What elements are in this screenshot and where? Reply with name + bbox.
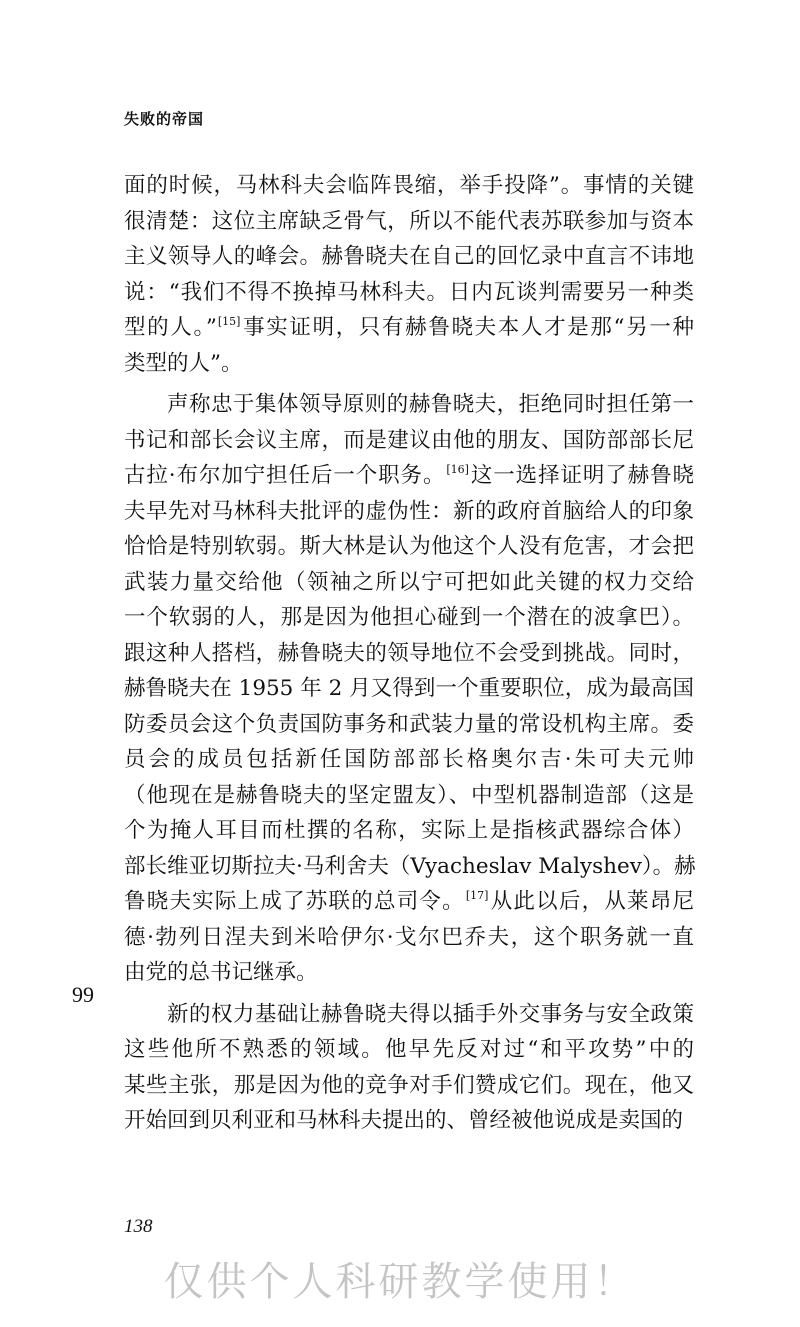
text-line: （他现在是赫鲁晓夫的坚定盟友）、中型机器制造部（这是 xyxy=(124,782,694,808)
text-line: 德·勃列日涅夫到米哈伊尔·戈尔巴乔夫，这个职务就一直 xyxy=(124,924,694,950)
original-page-number: 99 xyxy=(72,982,94,1007)
footnote-ref[interactable]: [15] xyxy=(217,315,241,328)
text-line: 跟这种人搭档，赫鲁晓夫的领导地位不会受到挑战。同时， xyxy=(124,640,694,666)
text-line xyxy=(124,884,694,920)
text-line: 恰恰是特别软弱。斯大林是认为他这个人没有危害，才会把 xyxy=(124,534,694,559)
text-line: 类型的人”。 xyxy=(124,350,243,376)
footnote-ref[interactable]: [17] xyxy=(465,889,489,902)
text-line: 新的权力基础让赫鲁晓夫得以插手外交事务与安全政策 xyxy=(167,1001,694,1027)
text-line: 个为掩人耳目而杜撰的名称，实际上是指核武器综合体） xyxy=(124,818,694,843)
text-line: 武装力量交给他（领袖之所以宁可把如此关键的权力交给 xyxy=(124,569,694,595)
text-segment: 事实证明，只有赫鲁晓夫本人才是那“另一种 xyxy=(241,315,694,340)
text-line xyxy=(124,458,694,494)
text-line: 这些他所不熟悉的领域。他早先反对过“和平攻势”中的 xyxy=(124,1037,694,1062)
text-line: 防委员会这个负责国防事务和武装力量的常设机构主席。委 xyxy=(124,711,694,737)
running-header: 失败的帝国 xyxy=(124,110,205,128)
text-line: 很清楚：这位主席缺乏骨气，所以不能代表苏联参加与资本 xyxy=(124,208,694,234)
text-line: 主义领导人的峰会。赫鲁晓夫在自己的回忆录中直言不讳地 xyxy=(124,244,694,269)
text-segment: 从此以后，从莱昂尼 xyxy=(489,889,694,914)
text-segment: 古拉·布尔加宁担任后一个职务。 xyxy=(124,463,446,488)
text-line: 由党的总书记继承。 xyxy=(124,960,318,985)
text-line: 声称忠于集体领导原则的赫鲁晓夫，拒绝同时担任第一 xyxy=(167,392,694,417)
text-segment: 这一选择证明了赫鲁晓 xyxy=(469,463,694,488)
text-line: 面的时候，马林科夫会临阵畏缩，举手投降”。事情的关键 xyxy=(124,173,694,198)
text-line: 开始回到贝利亚和马林科夫提出的、曾经被他说成是卖国的 xyxy=(124,1108,684,1133)
text-line: 书记和部长会议主席，而是建议由他的朋友、国防部部长尼 xyxy=(124,427,694,453)
text-line: 员会的成员包括新任国防部部长格奥尔吉·朱可夫元帅 xyxy=(124,747,694,772)
watermark: 仅供个人科研教学使用！ xyxy=(163,1259,637,1305)
text-line: 夫早先对马林科夫批评的虚伪性：新的政府首脑给人的印象 xyxy=(124,498,694,524)
text-line: 说：“我们不得不换掉马林科夫。日内瓦谈判需要另一种类 xyxy=(124,279,694,305)
text-line: 部长维亚切斯拉夫·马利舍夫（Vyacheslav Malyshev）。赫 xyxy=(124,853,696,879)
body-text xyxy=(124,168,694,1139)
text-line: 一个软弱的人，那是因为他担心碰到一个潜在的波拿巴）。 xyxy=(124,605,694,630)
page-number: 138 xyxy=(124,1216,153,1237)
text-line xyxy=(124,310,694,346)
footnote-ref[interactable]: [16] xyxy=(446,463,469,476)
text-segment: 型的人。” xyxy=(124,315,217,340)
text-segment: 鲁晓夫实际上成了苏联的总司令。 xyxy=(124,889,465,914)
text-line: 赫鲁晓夫在 1955 年 2 月又得到一个重要职位，成为最高国 xyxy=(124,676,694,701)
text-line: 某些主张，那是因为他的竞争对手们赞成它们。现在，他又 xyxy=(124,1072,694,1098)
